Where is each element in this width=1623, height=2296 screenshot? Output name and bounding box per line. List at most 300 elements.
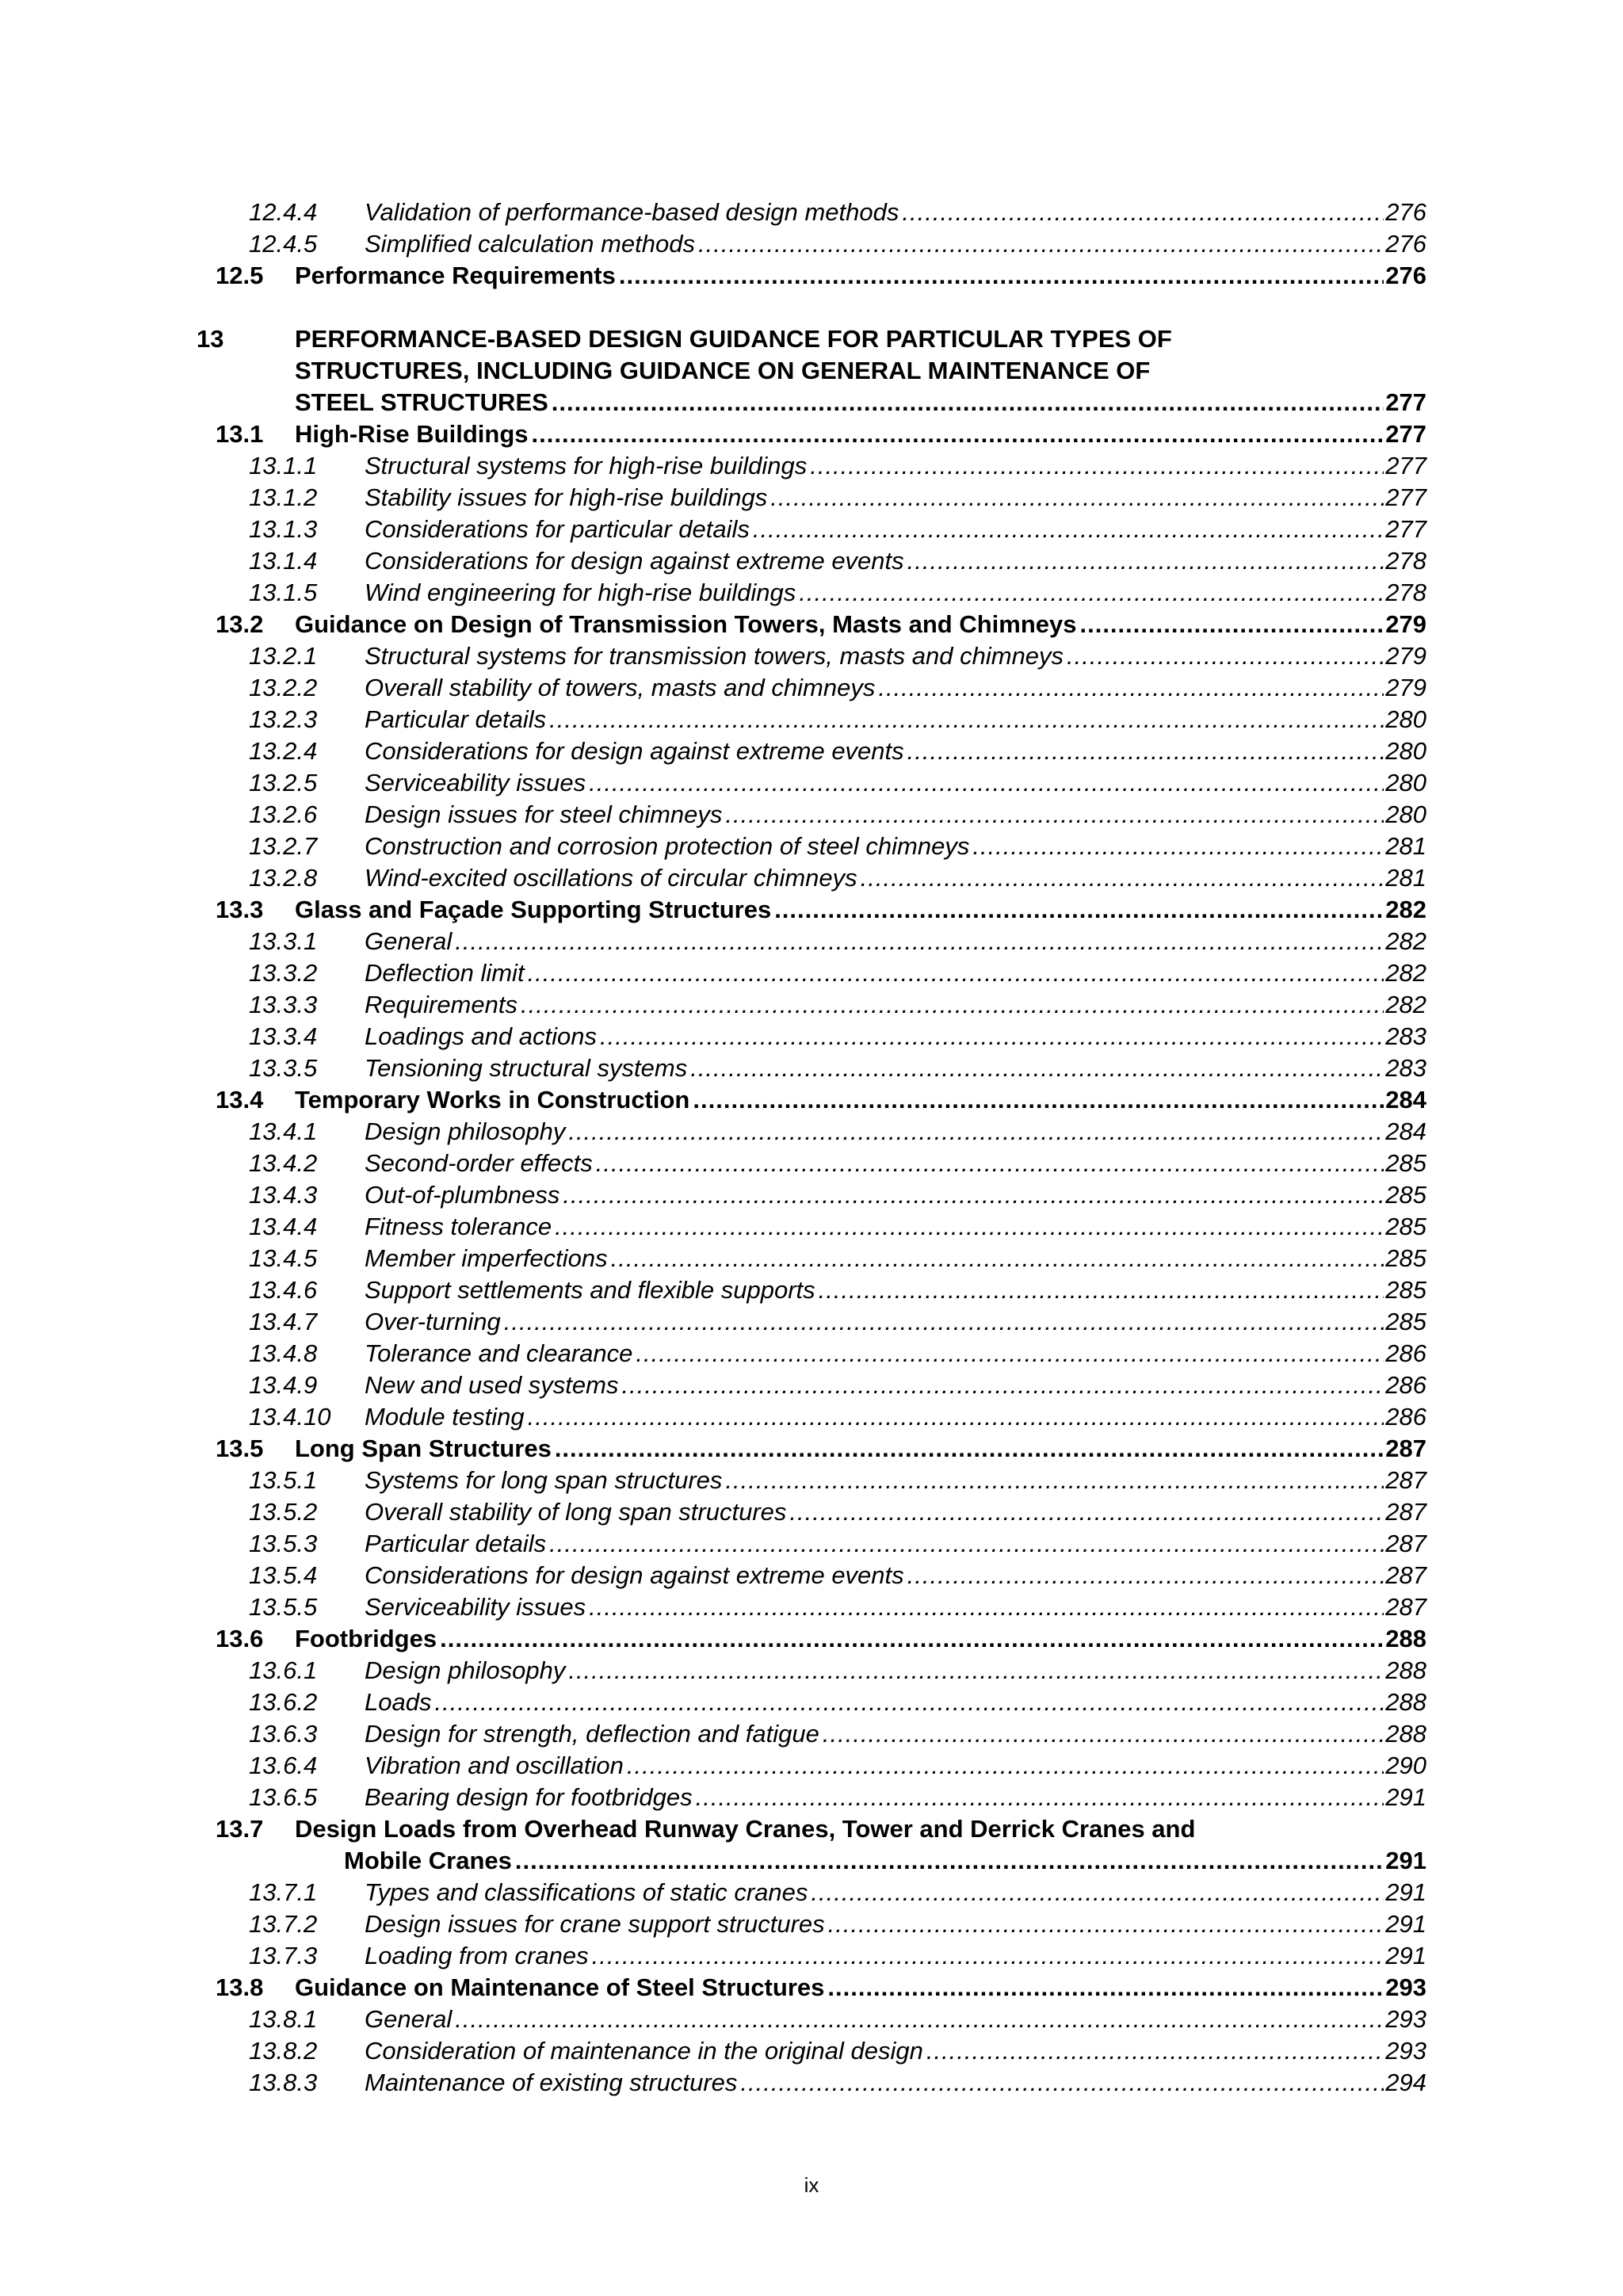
dot-leader <box>902 197 1384 228</box>
dot-leader <box>690 1052 1384 1084</box>
toc-entry-page: 279 <box>1385 674 1426 701</box>
dot-leader <box>440 1623 1384 1655</box>
toc-entry-title-line <box>365 640 1426 672</box>
toc-entry-number: 13.7 <box>216 1815 264 1843</box>
toc-entry-title-line <box>365 957 1426 989</box>
toc-subsection-row <box>0 799 1623 831</box>
toc-entry-title-line <box>365 1718 1426 1750</box>
toc-entry-page: 284 <box>1385 1117 1426 1145</box>
toc-entry-number: 13.2.7 <box>249 832 318 860</box>
dot-leader <box>627 1750 1384 1782</box>
toc-subsection-row <box>0 957 1623 989</box>
toc-entry-title: Validation of performance-based design methods <box>365 197 902 228</box>
toc-section-row <box>0 894 1623 926</box>
toc-entry-title-line <box>295 1623 1426 1655</box>
dot-leader <box>740 2067 1384 2099</box>
toc-entry-title-line <box>365 1148 1426 1179</box>
toc-entry-page: 288 <box>1385 1656 1426 1684</box>
toc-subsection-row <box>0 1718 1623 1750</box>
toc-entry-title-line <box>365 831 1426 862</box>
toc-entry-number: 13.5 <box>216 1435 264 1462</box>
toc-entry-page: 291 <box>1385 1942 1426 1969</box>
toc-entry-page: 278 <box>1385 547 1426 575</box>
toc-section-title-line: Design Loads from Overhead Runway Cranes, Tower and Derrick Cranes and <box>295 1815 1196 1843</box>
toc-entry-number: 13.3 <box>216 896 264 923</box>
dot-leader <box>819 1274 1384 1306</box>
toc-entry-title-line <box>365 1465 1426 1496</box>
toc-entry-title-line <box>365 2004 1426 2035</box>
toc-entry-page: 277 <box>1385 452 1426 479</box>
toc-entry-number: 13.1.3 <box>249 515 318 543</box>
toc-entry-number: 13.1.2 <box>249 483 318 511</box>
toc-entry-page: 287 <box>1385 1498 1426 1526</box>
dot-leader <box>621 1370 1384 1401</box>
toc-entry-number: 13.8.2 <box>249 2037 318 2065</box>
toc-entry-title: Particular details <box>365 704 549 735</box>
toc-entry-page: 283 <box>1385 1022 1426 1050</box>
toc-entry-title: Structural systems for high-rise buildings <box>365 450 810 482</box>
toc-entry-page: 278 <box>1385 579 1426 606</box>
toc-entry-page: 285 <box>1385 1181 1426 1209</box>
toc-entry-number: 13.1 <box>216 420 264 448</box>
toc-entry-number: 13.4.6 <box>249 1276 318 1304</box>
toc-entry-page: 281 <box>1385 864 1426 892</box>
toc-subsection-row <box>0 514 1623 545</box>
toc-subsection-row <box>0 1243 1623 1274</box>
dot-leader <box>619 260 1384 292</box>
toc-entry-title: Loads <box>365 1687 434 1718</box>
toc-entry-number: 13.1.4 <box>249 547 318 575</box>
toc-subsection-row <box>0 862 1623 894</box>
dot-leader <box>611 1243 1384 1274</box>
dot-leader <box>528 1401 1384 1433</box>
toc-entry-title: Design philosophy <box>365 1116 568 1148</box>
toc-entry-title-line <box>365 1179 1426 1211</box>
toc-entry-title: Loading from cranes <box>365 1940 592 1972</box>
dot-leader <box>693 1084 1384 1116</box>
toc-subsection-row <box>0 2035 1623 2067</box>
toc-entry-number: 13.3.3 <box>249 991 318 1018</box>
dot-leader <box>592 1940 1384 1972</box>
dot-leader <box>434 1687 1384 1718</box>
dot-leader <box>549 704 1384 735</box>
toc-entry-number: 13.3.2 <box>249 959 318 987</box>
page-number: ix <box>804 2173 819 2197</box>
toc-subsection-row <box>0 1560 1623 1591</box>
toc-entry-title-line <box>365 799 1426 831</box>
toc-entry-title: Deflection limit <box>365 957 528 989</box>
dot-leader <box>1067 640 1384 672</box>
toc-entry-page: 282 <box>1385 927 1426 955</box>
dot-leader <box>698 228 1384 260</box>
toc-entry-title-line <box>365 1782 1426 1813</box>
toc-entry-title: General <box>365 2004 455 2035</box>
toc-entry-title: Stability issues for high-rise buildings <box>365 482 770 514</box>
dot-leader <box>823 1718 1384 1750</box>
toc-entry-title: Considerations for design against extreme events <box>365 735 907 767</box>
toc-entry-number: 13.4.2 <box>249 1149 318 1177</box>
toc-entry-title: Guidance on Design of Transmission Towers, Masts and Chimneys <box>295 609 1079 640</box>
toc-entry-page: 285 <box>1385 1213 1426 1240</box>
toc-subsection-row <box>0 1274 1623 1306</box>
dot-leader <box>725 1465 1384 1496</box>
toc-entry-title-line <box>365 1687 1426 1718</box>
toc-entry-number: 13.1.5 <box>249 579 318 606</box>
toc-subsection-row <box>0 1528 1623 1560</box>
dot-leader <box>555 1211 1384 1243</box>
toc-entry-title-line <box>295 387 1426 418</box>
toc-entry-title: Bearing design for footbridges <box>365 1782 696 1813</box>
toc-chapter-row <box>0 387 1623 418</box>
toc-entry-page: 282 <box>1385 896 1426 923</box>
toc-entry-page: 283 <box>1385 1054 1426 1082</box>
toc-entry-number: 13.8.3 <box>249 2069 318 2096</box>
toc-entry-title: Requirements <box>365 989 521 1021</box>
dot-leader <box>636 1338 1384 1370</box>
toc-entry-number: 13.2.5 <box>249 769 318 797</box>
toc-entry-number: 13.3.5 <box>249 1054 318 1082</box>
toc-entry-title-line <box>365 1528 1426 1560</box>
toc-entry-title-line <box>365 482 1426 514</box>
toc-subsection-row <box>0 1782 1623 1813</box>
toc-entry-number: 13.7.2 <box>249 1910 318 1938</box>
toc-entry-title-line <box>365 228 1426 260</box>
toc-entry-title: Overall stability of towers, masts and chimneys <box>365 672 878 704</box>
toc-entry-title: Design for strength, deflection and fatigue <box>365 1718 823 1750</box>
toc-entry-page: 287 <box>1385 1561 1426 1589</box>
toc-entry-title: Tensioning structural systems <box>365 1052 690 1084</box>
toc-entry-title: Systems for long span structures <box>365 1465 725 1496</box>
toc-entry-page: 293 <box>1385 2037 1426 2065</box>
toc-section-row <box>0 418 1623 450</box>
toc-subsection-row <box>0 1401 1623 1433</box>
dot-leader <box>549 1528 1384 1560</box>
toc-entry-title-line <box>365 1306 1426 1338</box>
toc-entry-title: Design issues for crane support structures <box>365 1908 828 1940</box>
toc-entry-title: STEEL STRUCTURES <box>295 387 552 418</box>
toc-subsection-row <box>0 1021 1623 1052</box>
toc-entry-number: 13 <box>197 325 224 353</box>
toc-subsection-row <box>0 1496 1623 1528</box>
toc-entry-title: Wind-excited oscillations of circular chimneys <box>365 862 861 894</box>
dot-leader <box>532 418 1384 450</box>
toc-entry-title: Considerations for particular details <box>365 514 753 545</box>
toc-entry-title: Footbridges <box>295 1623 440 1655</box>
toc-entry-number: 13.6.5 <box>249 1783 318 1811</box>
toc-section-row <box>0 1433 1623 1465</box>
toc-entry-page: 280 <box>1385 705 1426 733</box>
toc-entry-number: 13.6.4 <box>249 1752 318 1779</box>
toc-entry-page: 291 <box>1385 1847 1426 1874</box>
toc-entry-title: Tolerance and clearance <box>365 1338 636 1370</box>
toc-entry-title: New and used systems <box>365 1370 621 1401</box>
toc-entry-page: 285 <box>1385 1276 1426 1304</box>
toc-subsection-row <box>0 450 1623 482</box>
toc-entry-title: Simplified calculation methods <box>365 228 698 260</box>
toc-entry-page: 277 <box>1385 483 1426 511</box>
toc-subsection-row <box>0 926 1623 957</box>
toc-entry-page: 284 <box>1385 1086 1426 1114</box>
toc-entry-number: 13.5.5 <box>249 1593 318 1621</box>
dot-leader <box>753 514 1384 545</box>
toc-entry-number: 13.2.1 <box>249 642 318 670</box>
toc-entry-page: 290 <box>1385 1752 1426 1779</box>
toc-subsection-row <box>0 1148 1623 1179</box>
dot-leader <box>568 1116 1384 1148</box>
dot-leader <box>774 894 1384 926</box>
toc-subsection-row <box>0 831 1623 862</box>
dot-leader <box>1079 609 1384 640</box>
toc-entry-page: 293 <box>1385 2005 1426 2033</box>
dot-leader <box>552 387 1384 418</box>
toc-entry-title-line <box>365 1940 1426 1972</box>
toc-entry-title-line <box>365 2067 1426 2099</box>
toc-entry-page: 287 <box>1385 1530 1426 1557</box>
toc-entry-title-line <box>365 1655 1426 1687</box>
toc-section-row <box>0 1813 1623 1845</box>
dot-leader <box>789 1496 1384 1528</box>
toc-entry-title: Glass and Façade Supporting Structures <box>295 894 774 926</box>
dot-leader <box>515 1845 1384 1877</box>
toc-entry-page: 277 <box>1385 420 1426 448</box>
toc-entry-page: 286 <box>1385 1371 1426 1399</box>
toc-entry-number: 13.3.1 <box>249 927 318 955</box>
toc-entry-title-line <box>295 1084 1426 1116</box>
toc-entry-number: 13.4.3 <box>249 1181 318 1209</box>
dot-leader <box>770 482 1384 514</box>
toc-section-row <box>0 1845 1623 1877</box>
dot-leader <box>828 1908 1384 1940</box>
toc-subsection-row <box>0 640 1623 672</box>
toc-entry-page: 282 <box>1385 991 1426 1018</box>
toc-entry-title-line <box>365 989 1426 1021</box>
toc-entry-page: 286 <box>1385 1339 1426 1367</box>
toc-subsection-row <box>0 1211 1623 1243</box>
toc-entry-title: Out-of-plumbness <box>365 1179 563 1211</box>
toc-entry-number: 13.4.9 <box>249 1371 318 1399</box>
toc-entry-number: 13.6.1 <box>249 1656 318 1684</box>
toc-subsection-row <box>0 1908 1623 1940</box>
toc-entry-title: Loadings and actions <box>365 1021 600 1052</box>
toc-subsection-row <box>0 1750 1623 1782</box>
toc-entry-page: 291 <box>1385 1878 1426 1906</box>
dot-leader <box>596 1148 1384 1179</box>
toc-section-row <box>0 1623 1623 1655</box>
toc-entry-title: Consideration of maintenance in the original design <box>365 2035 926 2067</box>
toc-entry-page: 280 <box>1385 800 1426 828</box>
toc-entry-title-line <box>365 1591 1426 1623</box>
toc-entry-title-line <box>365 767 1426 799</box>
toc-entry-number: 13.4.4 <box>249 1213 318 1240</box>
toc-entry-title: Fitness tolerance <box>365 1211 555 1243</box>
toc-entry-number: 13.7.3 <box>249 1942 318 1969</box>
toc-entry-title-line <box>365 1908 1426 1940</box>
toc-entry-page: 287 <box>1385 1593 1426 1621</box>
toc-subsection-row <box>0 704 1623 735</box>
toc-chapter-row <box>0 355 1623 387</box>
toc-chapter-row <box>0 323 1623 355</box>
toc-entry-number: 13.7.1 <box>249 1878 318 1906</box>
dot-leader <box>504 1306 1384 1338</box>
toc-subsection-row <box>0 197 1623 228</box>
toc-entry-title-line <box>344 1845 1426 1877</box>
toc-subsection-row <box>0 989 1623 1021</box>
dot-leader <box>600 1021 1384 1052</box>
dot-leader <box>811 1877 1384 1908</box>
toc-entry-title-line <box>365 1274 1426 1306</box>
toc-entry-page: 286 <box>1385 1403 1426 1431</box>
toc-section-row <box>0 1084 1623 1116</box>
toc-entry-page: 294 <box>1385 2069 1426 2096</box>
toc-subsection-row <box>0 1306 1623 1338</box>
toc-entry-title: Serviceability issues <box>365 767 589 799</box>
toc-entry-page: 288 <box>1385 1688 1426 1716</box>
table-of-contents <box>0 197 1623 2099</box>
toc-subsection-row <box>0 767 1623 799</box>
toc-entry-title-line <box>365 1496 1426 1528</box>
dot-leader <box>827 1972 1384 2004</box>
toc-entry-number: 13.4.8 <box>249 1339 318 1367</box>
toc-entry-page: 281 <box>1385 832 1426 860</box>
toc-subsection-row <box>0 1116 1623 1148</box>
toc-chapter-title-line: STRUCTURES, INCLUDING GUIDANCE ON GENERAL MAINTENANCE OF <box>295 357 1151 384</box>
toc-entry-title-line <box>365 1052 1426 1084</box>
toc-entry-number: 13.2 <box>216 610 264 638</box>
toc-subsection-row <box>0 672 1623 704</box>
toc-section-row <box>0 609 1623 640</box>
toc-entry-number: 13.4.5 <box>249 1244 318 1272</box>
toc-entry-title-line <box>295 260 1426 292</box>
toc-entry-number: 13.2.6 <box>249 800 318 828</box>
toc-entry-page: 285 <box>1385 1149 1426 1177</box>
dot-leader <box>878 672 1384 704</box>
toc-entry-title-line <box>295 418 1426 450</box>
toc-entry-title-line <box>365 1021 1426 1052</box>
toc-entry-title: Vibration and oscillation <box>365 1750 627 1782</box>
dot-leader <box>810 450 1384 482</box>
toc-entry-title: Support settlements and flexible supports <box>365 1274 819 1306</box>
toc-subsection-row <box>0 577 1623 609</box>
toc-entry-title-line <box>365 1211 1426 1243</box>
toc-entry-title-line <box>365 672 1426 704</box>
dot-leader <box>521 989 1384 1021</box>
toc-entry-title-line <box>365 926 1426 957</box>
dot-leader <box>589 767 1384 799</box>
toc-subsection-row <box>0 1877 1623 1908</box>
toc-subsection-row <box>0 1687 1623 1718</box>
toc-entry-title-line <box>365 514 1426 545</box>
dot-leader <box>907 1560 1384 1591</box>
toc-entry-title: Maintenance of existing structures <box>365 2067 740 2099</box>
toc-entry-page: 277 <box>1385 388 1426 416</box>
toc-subsection-row <box>0 2067 1623 2099</box>
toc-entry-title-line <box>295 894 1426 926</box>
toc-entry-number: 13.4.7 <box>249 1308 318 1335</box>
toc-subsection-row <box>0 1655 1623 1687</box>
toc-entry-title-line <box>365 1750 1426 1782</box>
toc-entry-page: 291 <box>1385 1783 1426 1811</box>
dot-leader <box>696 1782 1384 1813</box>
toc-entry-page: 277 <box>1385 515 1426 543</box>
toc-subsection-row <box>0 1179 1623 1211</box>
toc-entry-number: 13.5.2 <box>249 1498 318 1526</box>
toc-entry-title-line <box>365 1560 1426 1591</box>
toc-entry-title-line <box>365 450 1426 482</box>
toc-entry-number: 13.5.4 <box>249 1561 318 1589</box>
dot-leader <box>799 577 1384 609</box>
dot-leader <box>568 1655 1384 1687</box>
toc-entry-number: 13.1.1 <box>249 452 318 479</box>
toc-subsection-row <box>0 1591 1623 1623</box>
toc-entry-title: Design philosophy <box>365 1655 568 1687</box>
dot-leader <box>725 799 1384 831</box>
toc-entry-title-line <box>365 1338 1426 1370</box>
toc-entry-title: Second-order effects <box>365 1148 596 1179</box>
toc-entry-title: Long Span Structures <box>295 1433 555 1465</box>
toc-entry-page: 280 <box>1385 737 1426 765</box>
toc-entry-title: Overall stability of long span structures <box>365 1496 789 1528</box>
toc-entry-title: Wind engineering for high-rise buildings <box>365 577 799 609</box>
toc-entry-title-line <box>365 1243 1426 1274</box>
toc-entry-title-line <box>295 1972 1426 2004</box>
toc-entry-title-line <box>365 704 1426 735</box>
toc-entry-title: Mobile Cranes <box>344 1845 515 1877</box>
dot-leader <box>861 862 1384 894</box>
dot-leader <box>972 831 1384 862</box>
toc-entry-title: Considerations for design against extreme events <box>365 1560 907 1591</box>
toc-entry-page: 291 <box>1385 1910 1426 1938</box>
toc-subsection-row <box>0 1465 1623 1496</box>
toc-entry-title: High-Rise Buildings <box>295 418 532 450</box>
toc-entry-number: 13.2.3 <box>249 705 318 733</box>
dot-leader <box>926 2035 1384 2067</box>
toc-entry-number: 12.4.5 <box>249 230 318 258</box>
toc-entry-number: 13.6.2 <box>249 1688 318 1716</box>
toc-entry-title-line <box>295 1433 1426 1465</box>
toc-subsection-row <box>0 545 1623 577</box>
toc-entry-title-line <box>365 545 1426 577</box>
toc-entry-title-line <box>365 1401 1426 1433</box>
toc-entry-title-line <box>365 1370 1426 1401</box>
toc-section-row <box>0 260 1623 292</box>
toc-entry-number: 13.5.1 <box>249 1466 318 1494</box>
toc-entry-title-line <box>365 1116 1426 1148</box>
toc-entry-number: 13.2.2 <box>249 674 318 701</box>
dot-leader <box>455 2004 1384 2035</box>
toc-entry-title: Design issues for steel chimneys <box>365 799 725 831</box>
dot-leader <box>528 957 1384 989</box>
toc-entry-title: Module testing <box>365 1401 528 1433</box>
toc-entry-page: 287 <box>1385 1466 1426 1494</box>
toc-entry-title: Serviceability issues <box>365 1591 589 1623</box>
toc-entry-title: Considerations for design against extreme events <box>365 545 907 577</box>
toc-entry-number: 13.2.8 <box>249 864 318 892</box>
toc-entry-title: Types and classifications of static cranes <box>365 1877 811 1908</box>
toc-entry-title: Construction and corrosion protection of steel chimneys <box>365 831 972 862</box>
toc-entry-number: 13.5.3 <box>249 1530 318 1557</box>
toc-entry-title: Over-turning <box>365 1306 504 1338</box>
toc-entry-title: Structural systems for transmission towers, masts and chimneys <box>365 640 1067 672</box>
toc-subsection-row <box>0 1370 1623 1401</box>
dot-leader <box>907 545 1384 577</box>
toc-entry-page: 287 <box>1385 1435 1426 1462</box>
toc-entry-title: Performance Requirements <box>295 260 619 292</box>
toc-entry-title-line <box>365 577 1426 609</box>
toc-subsection-row <box>0 735 1623 767</box>
toc-subsection-row <box>0 2004 1623 2035</box>
toc-subsection-row <box>0 482 1623 514</box>
toc-entry-number: 13.4.10 <box>249 1403 331 1431</box>
